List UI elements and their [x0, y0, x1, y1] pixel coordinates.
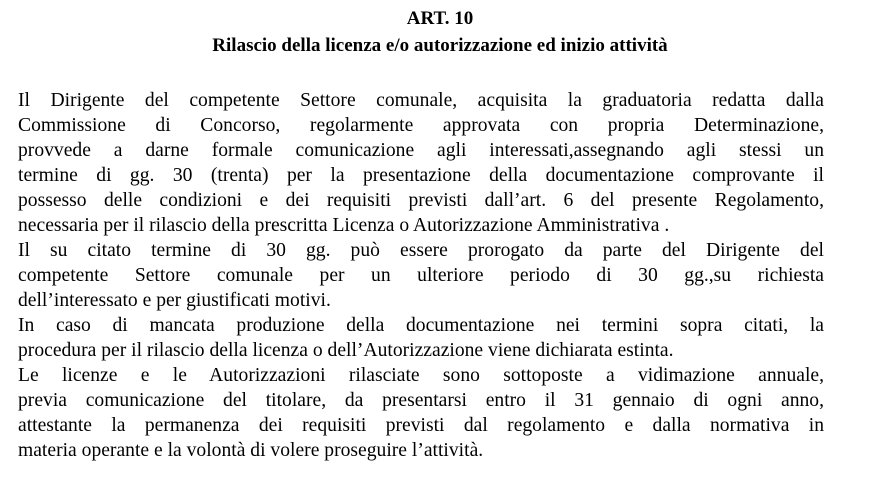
- paragraph-4-line-4: materia operante e la volontà di volere proseguire l’attività.: [18, 440, 484, 461]
- article-body: [18, 88, 824, 463]
- article-title: Rilascio della licenza e/o autorizzazione ed inizio attività: [212, 35, 668, 56]
- paragraph-1-line-5: possesso delle condizioni e dei requisiti previsti dall’art. 6 del presente Regolamento,: [18, 190, 824, 211]
- paragraph-3-line-1: In caso di mancata produzione della documentazione nei termini sopra citati, la: [18, 315, 824, 336]
- paragraph-2-line-2: competente Settore comunale per un ulteriore periodo di 30 gg.,su richiesta: [18, 265, 824, 286]
- article-number: ART. 10: [406, 8, 474, 29]
- paragraph-1-line-2: Commissione di Concorso, regolarmente approvata con propria Determinazione,: [18, 115, 824, 136]
- paragraph-2-line-3: dell’interessato e per giustificati motivi.: [18, 290, 331, 311]
- paragraph-4-line-3: attestante la permanenza dei requisiti previsti dal regolamento e dalla normativa in: [18, 415, 824, 436]
- paragraph-2-line-1: Il su citato termine di 30 gg. può essere prorogato da parte del Dirigente del: [18, 240, 824, 261]
- paragraph-4-line-2: previa comunicazione del titolare, da presentarsi entro il 31 gennaio di ogni anno,: [18, 390, 824, 411]
- paragraph-3-line-2: procedura per il rilascio della licenza o dell’Autorizzazione viene dichiarata estinta.: [18, 340, 674, 361]
- paragraph-1-line-4: termine di gg. 30 (trenta) per la presentazione della documentazione comprovante il: [18, 165, 824, 186]
- paragraph-4-line-1: Le licenze e le Autorizzazioni rilasciate sono sottoposte a vidimazione annuale,: [18, 365, 824, 386]
- paragraph-1-line-3: provvede a darne formale comunicazione agli interessati,assegnando agli stessi un: [18, 140, 824, 161]
- paragraph-1-line-1: Il Dirigente del competente Settore comunale, acquisita la graduatoria redatta dalla: [18, 90, 824, 111]
- paragraph-1-line-6: necessaria per il rilascio della prescritta Licenza o Autorizzazione Amministrativa .: [18, 215, 670, 236]
